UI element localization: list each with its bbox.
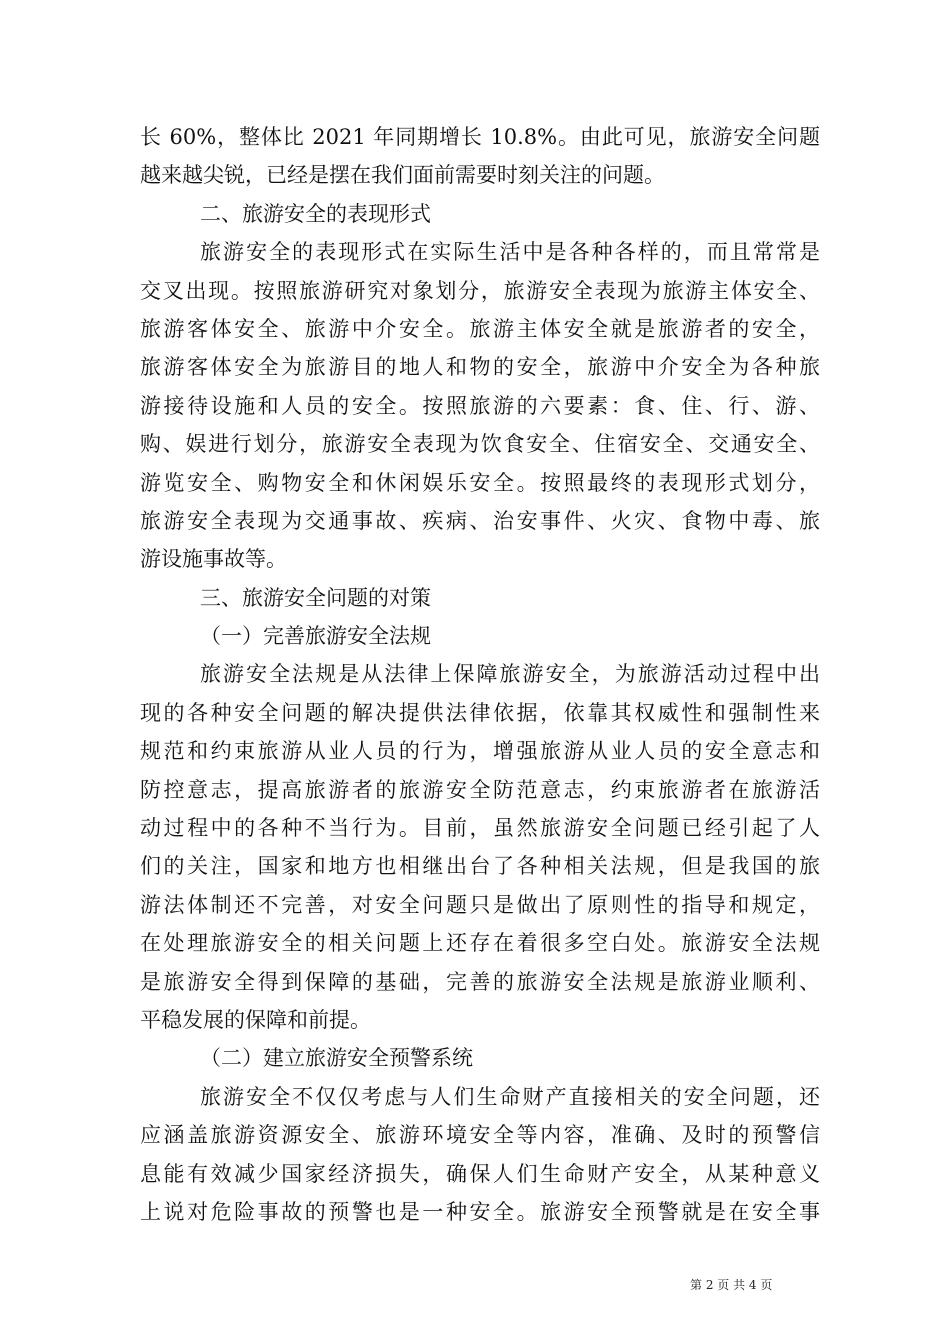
body-line: 是旅游安全得到保障的基础，完善的旅游安全法规是旅游业顺利、 <box>140 969 820 994</box>
body-line: 应涵盖旅游资源安全、旅游环境安全等内容，准确、及时的预警信 <box>140 1123 820 1148</box>
body-line: 防控意志，提高旅游者的旅游安全防范意志，约束旅游者在旅游活 <box>140 777 820 802</box>
body-line: 息能有效减少国家经济损失，确保人们生命财产安全，从某种意义 <box>140 1161 820 1186</box>
subsection-heading: （一）完善旅游安全法规 <box>200 624 431 649</box>
body-line: 旅游安全表现为交通事故、疾病、治安事件、火灾、食物中毒、旅 <box>140 508 820 533</box>
subsection-heading: （二）建立旅游安全预警系统 <box>200 1046 473 1071</box>
body-line: 旅游客体安全为旅游目的地人和物的安全，旅游中介安全为各种旅 <box>140 355 820 380</box>
body-line: 旅游客体安全、旅游中介安全。旅游主体安全就是旅游者的安全， <box>140 316 820 341</box>
body-line: 交叉出现。按照旅游研究对象划分，旅游安全表现为旅游主体安全、 <box>140 278 820 303</box>
body-line: 长 60%，整体比 2021 年同期增长 10.8%。由此可见，旅游安全问题 <box>140 125 820 149</box>
body-line: 越来越尖锐，已经是摆在我们面前需要时刻关注的问题。 <box>140 163 665 188</box>
page-number-footer: 第 2 页 共 4 页 <box>690 1278 773 1292</box>
paragraph-first-line: 旅游安全法规是从法律上保障旅游安全，为旅游活动过程中出 <box>200 662 820 687</box>
body-line: 现的各种安全问题的解决提供法律依据，依靠其权威性和强制性来 <box>140 700 820 725</box>
body-line: 游设施事故等。 <box>140 547 287 572</box>
body-line: 上说对危险事故的预警也是一种安全。旅游安全预警就是在安全事 <box>140 1199 820 1224</box>
body-line: 们的关注，国家和地方也相继出台了各种相关法规，但是我国的旅 <box>140 854 820 879</box>
body-line: 平稳发展的保障和前提。 <box>140 1007 371 1032</box>
body-line: 动过程中的各种不当行为。目前，虽然旅游安全问题已经引起了人 <box>140 816 820 841</box>
section-heading: 三、旅游安全问题的对策 <box>200 585 431 610</box>
document-body <box>140 118 820 1231</box>
body-line: 游览安全、购物安全和休闲娱乐安全。按照最终的表现形式划分， <box>140 470 820 495</box>
body-line: 购、娱进行划分，旅游安全表现为饮食安全、住宿安全、交通安全、 <box>140 432 820 457</box>
paragraph-first-line: 旅游安全的表现形式在实际生活中是各种各样的，而且常常是 <box>200 240 820 265</box>
body-line: 游法体制还不完善，对安全问题只是做出了原则性的指导和规定， <box>140 892 820 917</box>
section-heading: 二、旅游安全的表现形式 <box>200 201 431 226</box>
body-line: 游接待设施和人员的安全。按照旅游的六要素：食、住、行、游、 <box>140 393 820 418</box>
body-line: 规范和约束旅游从业人员的行为，增强旅游从业人员的安全意志和 <box>140 739 820 764</box>
body-line: 在处理旅游安全的相关问题上还存在着很多空白处。旅游安全法规 <box>140 931 820 956</box>
paragraph-first-line: 旅游安全不仅仅考虑与人们生命财产直接相关的安全问题，还 <box>200 1084 820 1109</box>
